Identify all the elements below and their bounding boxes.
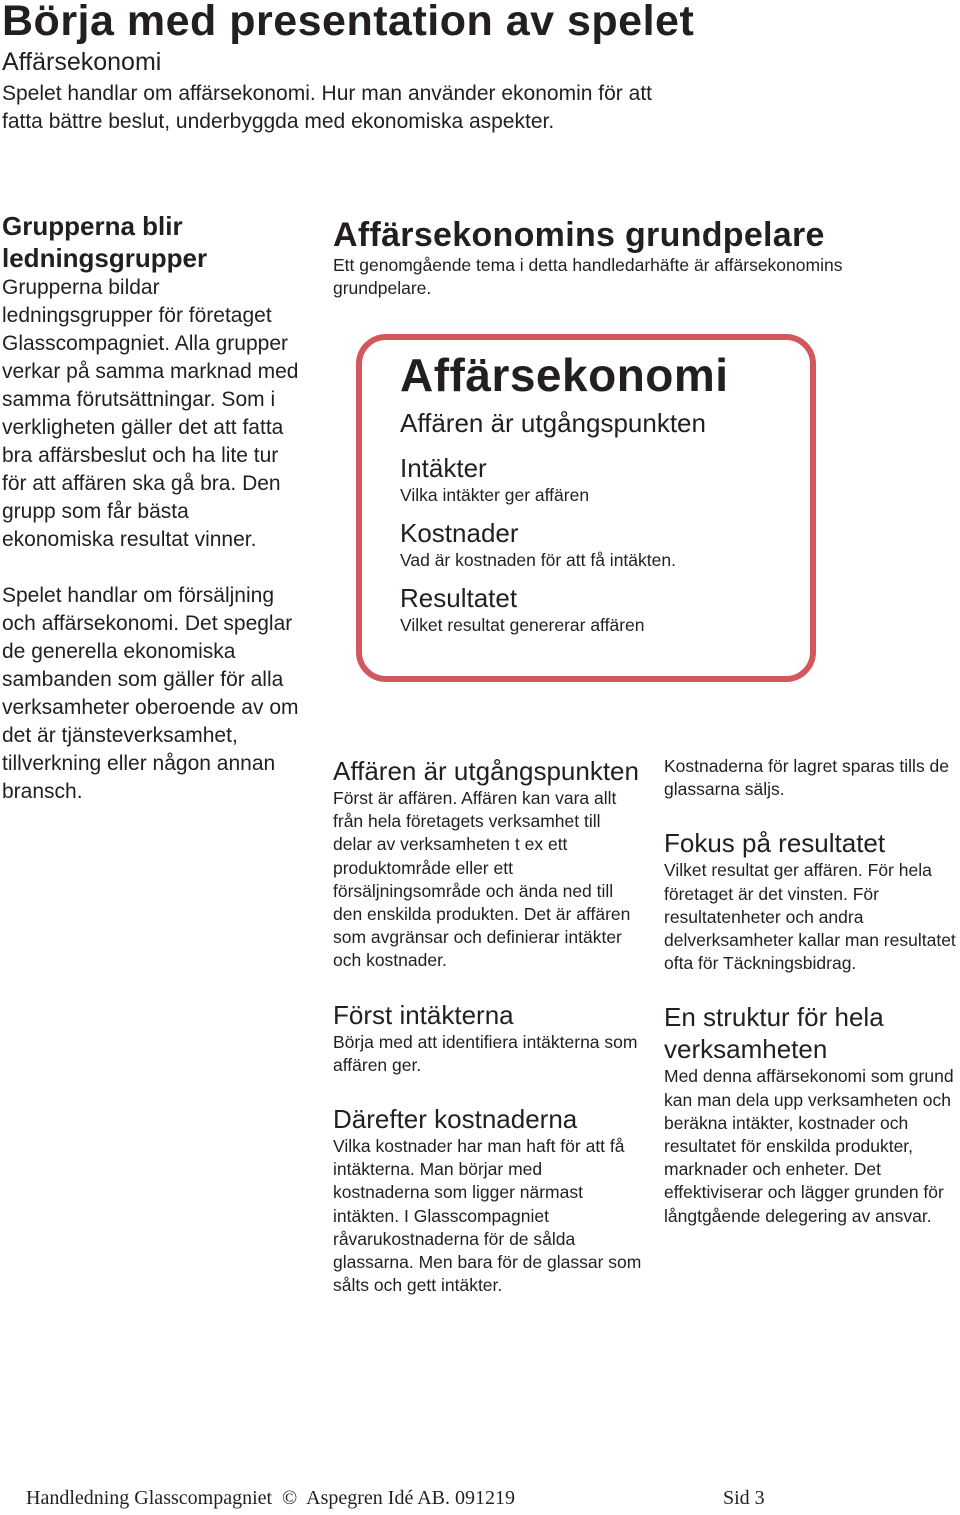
box-item: [400, 517, 676, 571]
box-item-heading: Resultatet: [400, 583, 518, 613]
page-title: Börja med presentation av spelet: [2, 0, 695, 45]
middle-column: [333, 755, 643, 1323]
right-column: [664, 755, 960, 1254]
box-item: [400, 582, 645, 636]
section: [664, 827, 960, 975]
section-heading: Därefter kostnaderna: [333, 1104, 578, 1135]
pillars-text: Ett genomgående tema i detta handledarhäfte är affärsekonomins grundpelare.: [333, 255, 843, 298]
footer-text: Handledning Glasscompagniet © Aspegren Idé AB. 091219: [26, 1487, 516, 1509]
section: [333, 999, 643, 1077]
section-text: Kostnaderna för lagret sparas tills de glassarna säljs.: [664, 756, 950, 800]
box-title: Affärsekonomi: [400, 349, 729, 401]
left-heading: Grupperna blir ledningsgrupper: [2, 211, 208, 273]
section-heading: Fokus på resultatet: [664, 828, 886, 859]
section-heading: En struktur för hela verksamheten: [664, 1002, 884, 1065]
box-item-heading: Kostnader: [400, 518, 519, 548]
box-item: [400, 452, 589, 506]
box-item-text: Vilket resultat genererar affären: [400, 615, 645, 635]
section-text: Börja med att identifiera intäkterna som affären ger.: [333, 1031, 638, 1075]
page-number: Sid 3: [723, 1487, 765, 1509]
left-paragraph-2: Spelet handlar om försäljning och affärsekonomi. Det speglar de generella ekonomiska sambanden som gäller för alla verksamheter oberoende av om det är tjänsteverksamhet, tillverkning eller någon annan bransch.: [2, 584, 299, 803]
box-subtitle: Affären är utgångspunkten: [400, 408, 706, 438]
section: [333, 755, 643, 973]
left-column: [2, 210, 302, 806]
intro-text: Spelet handlar om affärsekonomi. Hur man använder ekonomin för att fatta bättre beslut, underbyggda med ekonomiska aspekter.: [2, 82, 652, 133]
section-text: Vilka kostnader har man haft för att få intäkterna. Man börjar med kostnaderna som ligger närmast intäkten. I Glasscompagniet råvarukostnaderna för de sålda glassarna. Men bara för de glassar som sålts och gett intäkter.: [333, 1136, 642, 1296]
pillars-title: Affärsekonomins grundpelare: [333, 216, 825, 254]
box-item-text: Vilka intäkter ger affären: [400, 485, 590, 505]
intro-heading: Affärsekonomi: [2, 48, 162, 76]
box-item-heading: Intäkter: [400, 453, 487, 483]
section-heading: Först intäkterna: [333, 999, 514, 1030]
section: [333, 1103, 643, 1297]
section-heading: Affären är utgångspunkten: [333, 756, 639, 786]
section: [664, 1001, 960, 1227]
left-paragraph-1: Grupperna bildar ledningsgrupper för företaget Glasscompagniet. Alla grupper verkar på samma marknad med samma förutsättningar. Som i verkligheten gäller det att fatta bra affärsbeslut och ha lite tur för att affären ska gå bra. Den grupp som får bästa ekonomiska resultat vinner.: [2, 276, 299, 551]
section-text: Med denna affärsekonomi som grund kan man dela upp verksamheten och beräkna intäkter, kostnader och resultatet för enskilda produkter, marknader och enheter. Det effektiviserar och lägger grunden för långtgående delegering av ansvar.: [664, 1066, 954, 1226]
box-item-text: Vad är kostnaden för att få intäkten.: [400, 550, 676, 570]
section-text: Först är affären. Affären kan vara allt från hela företagets verksamhet till delar av verksamheten t ex ett produktområde eller ett försäljningsområde och ända ned till den enskilda produkten. Det är affären som avgränsar och definierar intäkter och kostnader.: [333, 788, 631, 971]
section-text: Vilket resultat ger affären. För hela företaget är det vinsten. För resultatenheter och andra delverksamheter kallar man resultatet ofta för Täckningsbidrag.: [664, 860, 956, 974]
right-lead: [664, 755, 960, 801]
